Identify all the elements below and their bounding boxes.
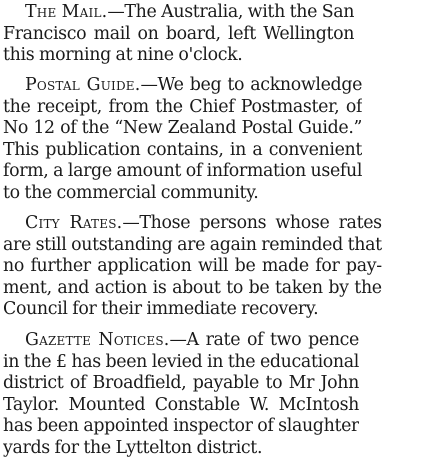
article-the-mail <box>3 2 354 67</box>
article-line: Taylor. Mounted Constable W. McIntosh <box>3 394 359 415</box>
article-line: are still outstanding are again reminded that <box>3 234 382 255</box>
article-line <box>3 330 359 352</box>
article-heading: Postal Guide. <box>25 75 141 95</box>
article-line: in the £ has been levied in the educational <box>3 351 359 372</box>
article-heading: The Mail. <box>25 2 108 22</box>
article-line: Francisco mail on board, left Wellington <box>3 23 355 44</box>
article-text: —Those persons whose rates <box>122 213 382 233</box>
article-line: the receipt, from the Chief Postmaster, of <box>3 96 363 117</box>
article-line: yards for the Lyttelton district. <box>3 437 263 458</box>
article-line: district of Broadfield, payable to Mr John <box>3 373 359 394</box>
article-text: —A rate of two pence <box>169 330 359 350</box>
article-line: No 12 of the “New Zealand Postal Guide.” <box>3 118 363 139</box>
article-line: no further application will be made for pay- <box>3 256 382 277</box>
article-postal-guide <box>3 75 362 205</box>
article-text: —We beg to acknowledge <box>140 75 363 95</box>
article-line: this morning at nine o'clock. <box>3 45 243 66</box>
article-heading: Gazette Notices. <box>25 330 170 350</box>
article-gazette-notices <box>3 330 359 460</box>
article-line: This publication contains, in a convenient <box>3 139 363 160</box>
article-line <box>3 213 382 235</box>
article-line: form, a large amount of information useful <box>3 161 363 182</box>
article-line <box>3 2 354 24</box>
article-city-rates <box>3 213 382 321</box>
article-heading: City Rates. <box>25 213 123 233</box>
article-line: to the commercial community. <box>3 182 259 203</box>
article-line <box>3 75 362 97</box>
article-line: ment, and action is about to be taken by the <box>3 277 382 298</box>
article-text: —The Australia, with the San <box>107 2 355 22</box>
article-line: has been appointed inspector of slaughter <box>3 416 359 437</box>
article-line: Council for their immediate recovery. <box>3 299 319 320</box>
